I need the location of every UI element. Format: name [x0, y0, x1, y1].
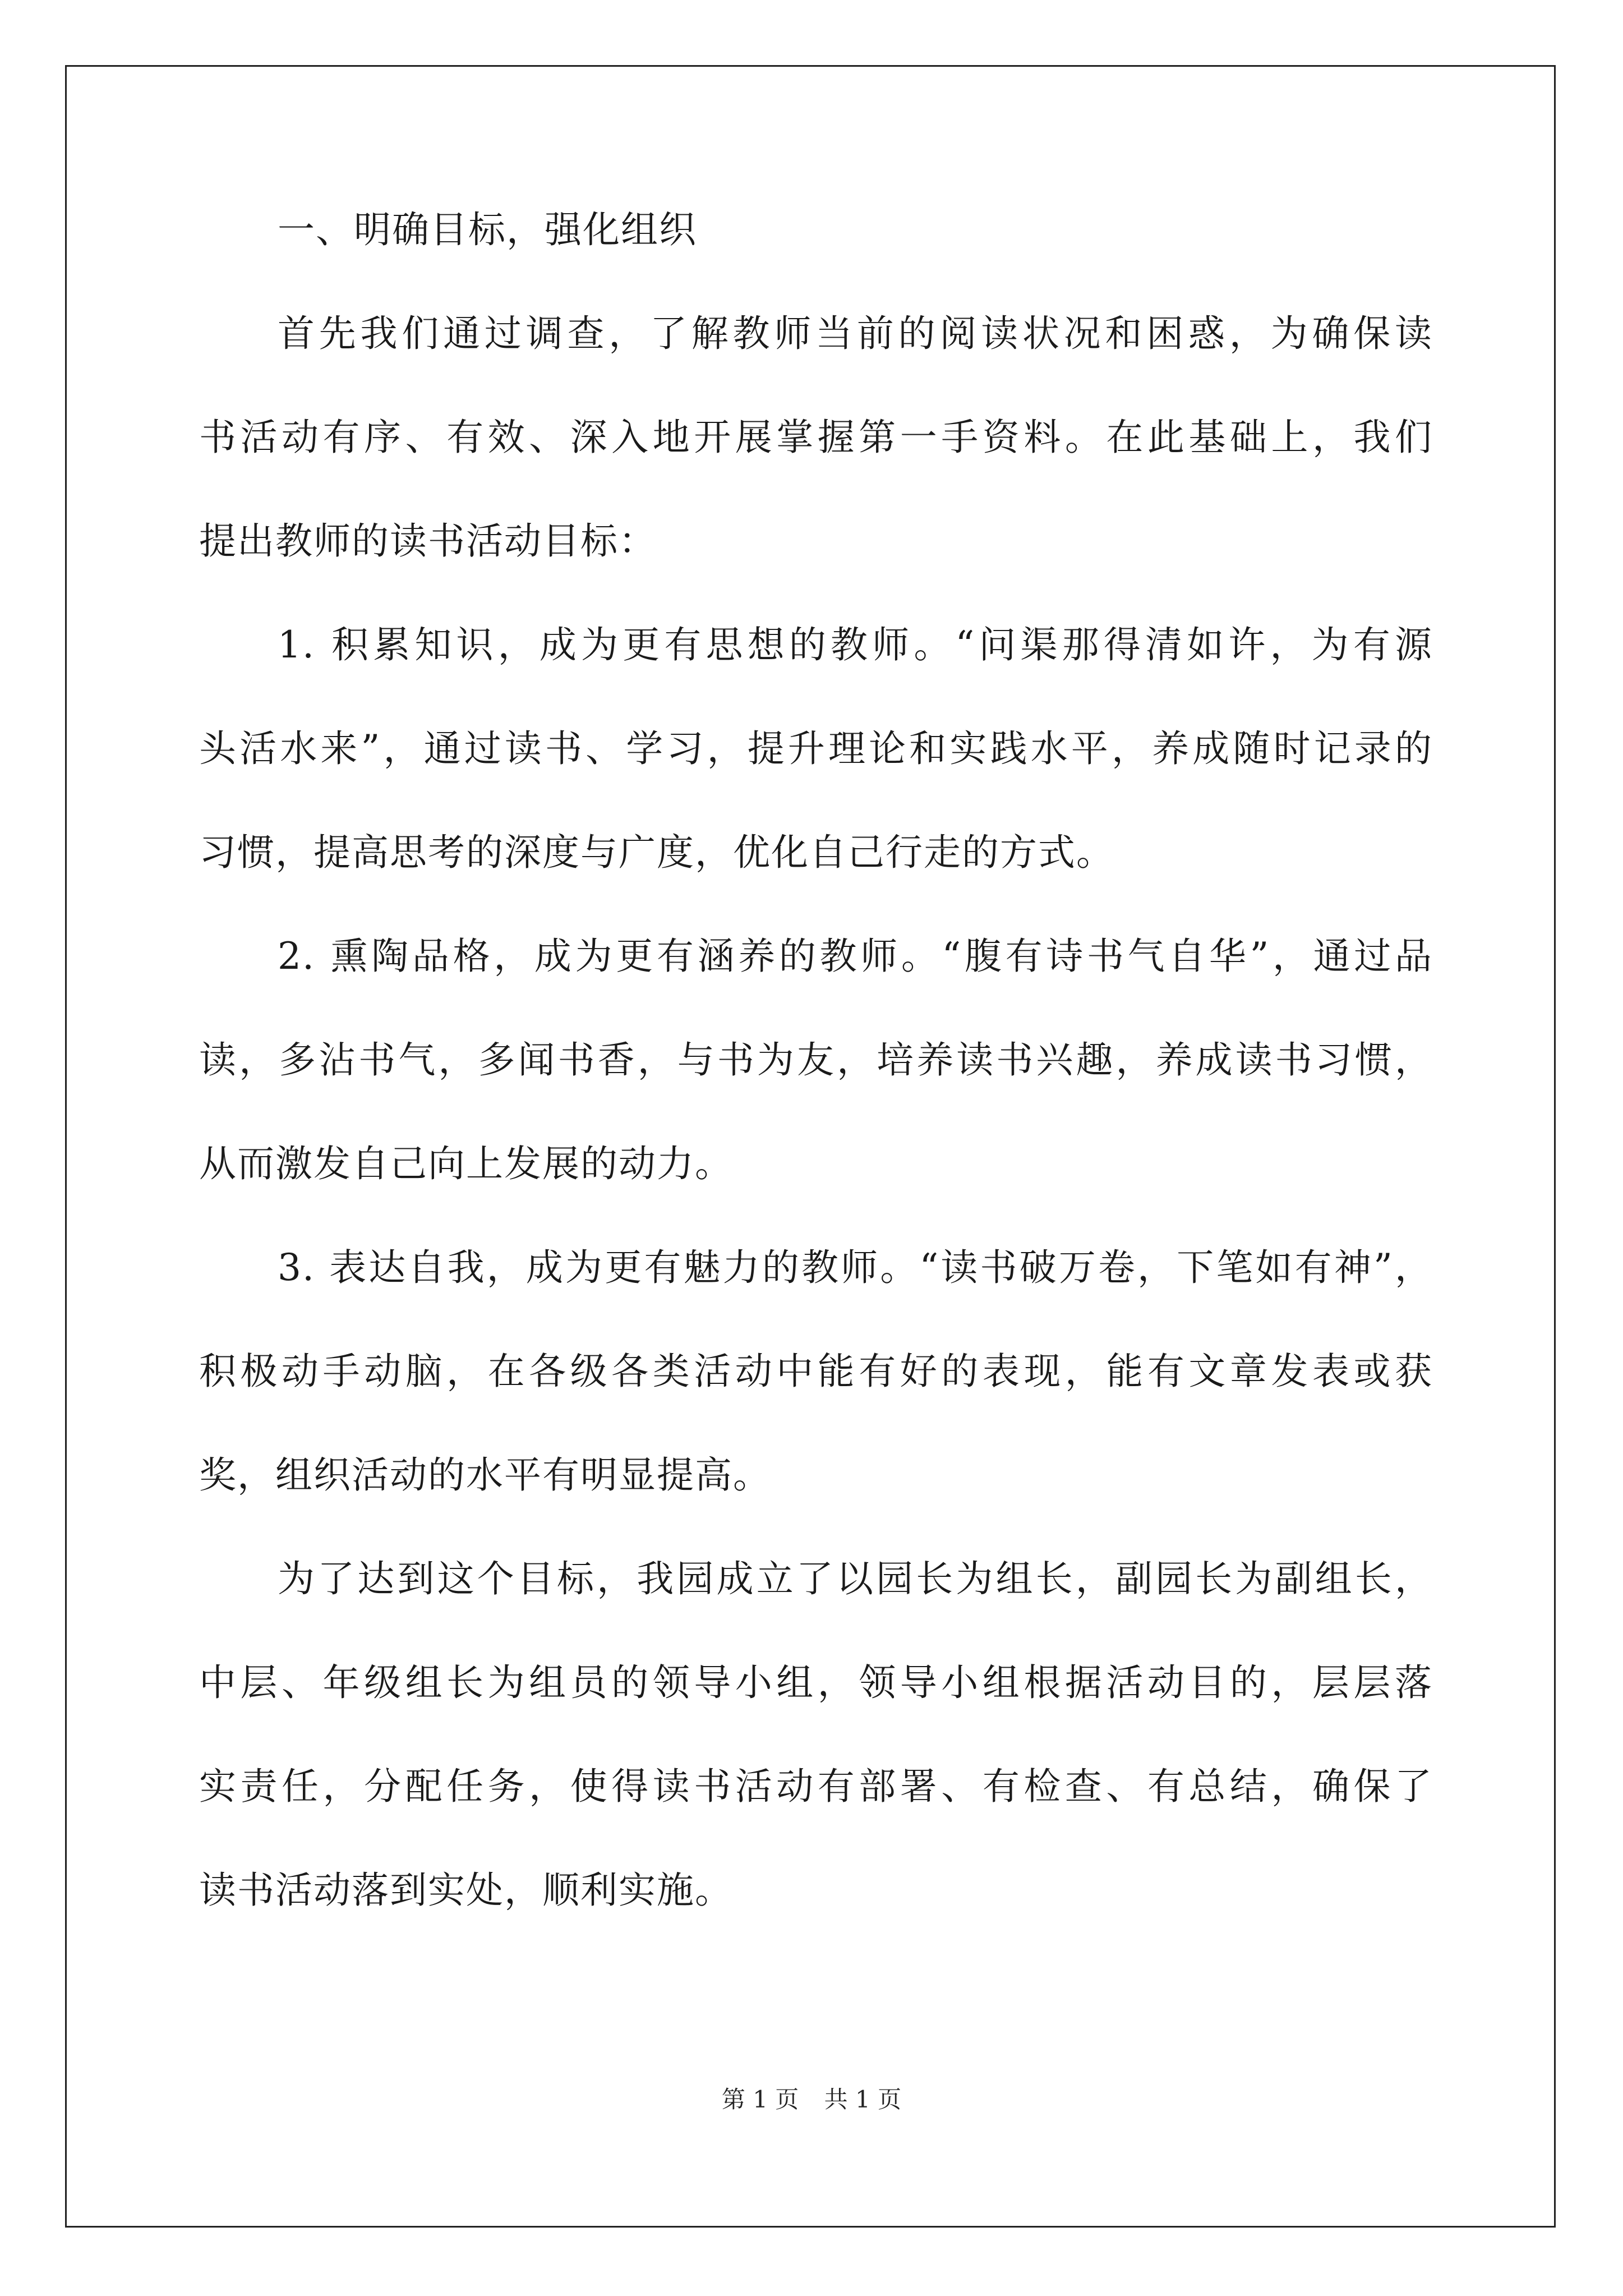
paragraph-line: 3. 表达自我，成为更有魅力的教师。“读书破万卷，下笔如有神”，	[278, 1246, 1433, 1289]
paragraph-line: 实责任，分配任务，使得读书活动有部署、有检查、有总结，确保了	[199, 1765, 1433, 1808]
paragraph-line: 书活动有序、有效、深入地开展掌握第一手资料。在此基础上，我们	[199, 416, 1433, 459]
paragraph-line: 头活水来”，通过读书、学习，提升理论和实践水平，养成随时记录的	[199, 727, 1433, 770]
paragraph-line: 习惯，提高思考的深度与广度，优化自己行走的方式。	[199, 831, 1114, 874]
paragraph-line: 2. 熏陶品格，成为更有涵养的教师。“腹有诗书气自华”，通过品	[278, 935, 1433, 978]
paragraph-line: 积极动手动脑，在各级各类活动中能有好的表现，能有文章发表或获	[199, 1350, 1433, 1393]
paragraph-line: 为了达到这个目标，我园成立了以园长为组长，副园长为副组长，	[278, 1557, 1433, 1600]
paragraph-line: 读书活动落到实处，顺利实施。	[199, 1869, 733, 1912]
page-total: 共 1 页	[824, 2086, 902, 2113]
paragraph-line: 中层、年级组长为组员的领导小组，领导小组根据活动目的，层层落	[199, 1661, 1433, 1704]
paragraph-line: 从而激发自己向上发展的动力。	[199, 1142, 733, 1185]
paragraph-line: 奖，组织活动的水平有明显提高。	[199, 1453, 771, 1497]
paragraph-line: 读，多沾书气，多闻书香，与书为友，培养读书兴趣，养成读书习惯，	[199, 1038, 1433, 1082]
section-heading: 一、明确目标，强化组织	[278, 208, 697, 251]
paragraph-line: 首先我们通过调查，了解教师当前的阅读状况和困惑，为确保读	[278, 312, 1433, 355]
page-footer	[0, 2086, 1623, 2114]
paragraph-line: 1. 积累知识，成为更有思想的教师。“问渠那得清如许，为有源	[278, 623, 1433, 666]
paragraph-line: 提出教师的读书活动目标：	[199, 519, 657, 563]
page-number: 第 1 页	[721, 2086, 799, 2113]
